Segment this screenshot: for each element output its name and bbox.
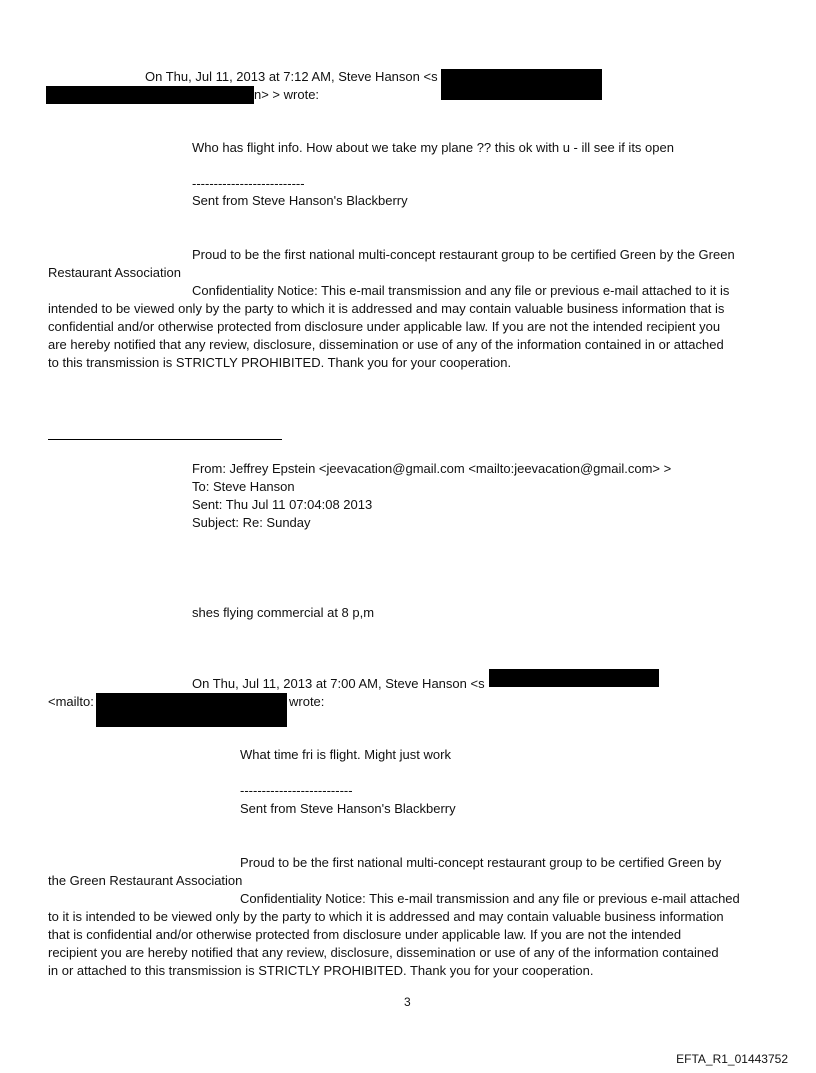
green-notice-2-cont: the Green Restaurant Association [48, 873, 243, 888]
confidentiality-line: that is confidential and/or otherwise protected from disclosure under applicable law. If you are not the intended [48, 927, 682, 942]
redaction-box [96, 693, 287, 727]
page-number: 3 [404, 995, 411, 1009]
confidentiality-line: intended to be viewed only by the party to which it is addressed and may contain valuable business information that is [48, 301, 725, 316]
signature-separator-1: -------------------------- [192, 176, 305, 191]
forward-body: shes flying commercial at 8 p,m [192, 605, 375, 620]
message-text-2: What time fri is flight. Might just work [240, 747, 451, 762]
signature-separator-2: -------------------------- [240, 783, 353, 798]
forward-to: To: Steve Hanson [192, 479, 295, 494]
confidentiality-notice-2: Confidentiality Notice: This e-mail transmission and any file or previous e-mail attached [240, 891, 740, 906]
signature-1: Sent from Steve Hanson's Blackberry [192, 193, 408, 208]
email-header-2: On Thu, Jul 11, 2013 at 7:00 AM, Steve Hanson <s [192, 676, 485, 691]
confidentiality-line: recipient you are hereby notified that any review, disclosure, dissemination or use of any of the information contained [48, 945, 719, 960]
green-notice-2: Proud to be the first national multi-concept restaurant group to be certified Green by [240, 855, 722, 870]
confidentiality-notice-1: Confidentiality Notice: This e-mail transmission and any file or previous e-mail attached to it is [192, 283, 730, 298]
signature-2: Sent from Steve Hanson's Blackberry [240, 801, 456, 816]
green-notice-1: Proud to be the first national multi-concept restaurant group to be certified Green by the Green [192, 247, 735, 262]
confidentiality-line: are hereby notified that any review, disclosure, dissemination or use of any of the information contained in or attached [48, 337, 724, 352]
confidentiality-line: to this transmission is STRICTLY PROHIBITED. Thank you for your cooperation. [48, 355, 512, 370]
email-header-2-cont: wrote: [289, 694, 325, 709]
confidentiality-line: to it is intended to be viewed only by the party to which it is addressed and may contain valuable business information [48, 909, 724, 924]
redaction-box [46, 86, 254, 104]
forward-subject: Subject: Re: Sunday [192, 515, 311, 530]
confidentiality-line: confidential and/or otherwise protected from disclosure under applicable law. If you are not the intended recipient you [48, 319, 721, 334]
document-id: EFTA_R1_01443752 [676, 1052, 788, 1066]
forward-sent: Sent: Thu Jul 11 07:04:08 2013 [192, 497, 373, 512]
forward-from: From: Jeffrey Epstein <jeevacation@gmail.com <mailto:jeevacation@gmail.com> > [192, 461, 672, 476]
mailto-prefix: <mailto: [48, 694, 94, 709]
confidentiality-line: in or attached to this transmission is STRICTLY PROHIBITED. Thank you for your cooperation. [48, 963, 594, 978]
redaction-box [441, 69, 602, 100]
email-header-1: On Thu, Jul 11, 2013 at 7:12 AM, Steve Hanson <s [145, 69, 438, 84]
separator-rule [48, 439, 282, 440]
email-header-1-cont: n> > wrote: [254, 87, 320, 102]
message-text-1: Who has flight info. How about we take my plane ?? this ok with u - ill see if its open [192, 140, 674, 155]
redaction-box [489, 669, 659, 687]
green-notice-1-cont: Restaurant Association [48, 265, 181, 280]
